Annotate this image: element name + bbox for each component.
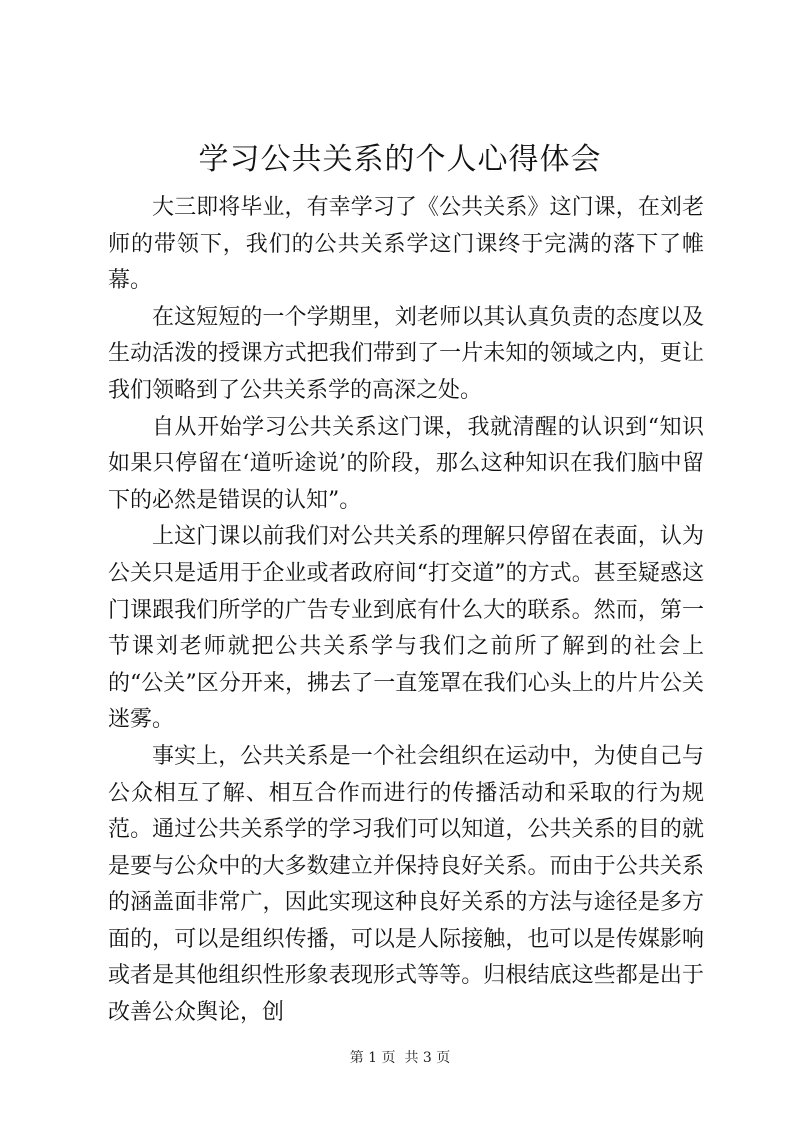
paragraph-4: 上这门课以前我们对公共关系的理解只停留在表面，认为公关只是适用于企业或者政府间“打交道”的方式。甚至疑惑这门课跟我们所学的广告专业到底有什么大的联系。然而，第一节课刘老师就把公共关系学与我们之前所了解到的社会上的“公关”区分开来，拂去了一直笼罩在我们心头上的片片公关迷雾。 [108, 524, 704, 733]
document-title: 学习公共关系的个人心得体会 [198, 142, 602, 177]
document-body [108, 190, 704, 1032]
paragraph-1: 大三即将毕业，有幸学习了《公共关系》这门课，在刘老师的带领下，我们的公共关系学这门课终于完满的落下了帷幕。 [108, 195, 704, 294]
paragraph-3: 自从开始学习公共关系这门课，我就清醒的认识到“知识如果只停留在‘道听途说’的阶段，那么这种知识在我们脑中留下的必然是错误的认知”。 [108, 414, 704, 513]
page-footer [0, 1048, 800, 1068]
paragraph-5: 事实上，公共关系是一个社会组织在运动中，为使自己与公众相互了解、相互合作而进行的传播活动和采取的行为规范。通过公共关系学的学习我们可以知道，公共关系的目的就是要与公众中的大多数建立并保持良好关系。而由于公共关系的涵盖面非常广，因此实现这种良好关系的方法与途径是多方面的，可以是组织传播，可以是人际接触，也可以是传媒影响或者是其他组织性形象表现形式等等。归根结底这些都是出于改善公众舆论，创 [108, 743, 704, 1026]
page-number-label: 第 1 页 共 3 页 [349, 1050, 451, 1066]
paragraph-2: 在这短短的一个学期里，刘老师以其认真负责的态度以及生动活泼的授课方式把我们带到了一片未知的领域之内，更让我们领略到了公共关系学的高深之处。 [108, 304, 704, 403]
